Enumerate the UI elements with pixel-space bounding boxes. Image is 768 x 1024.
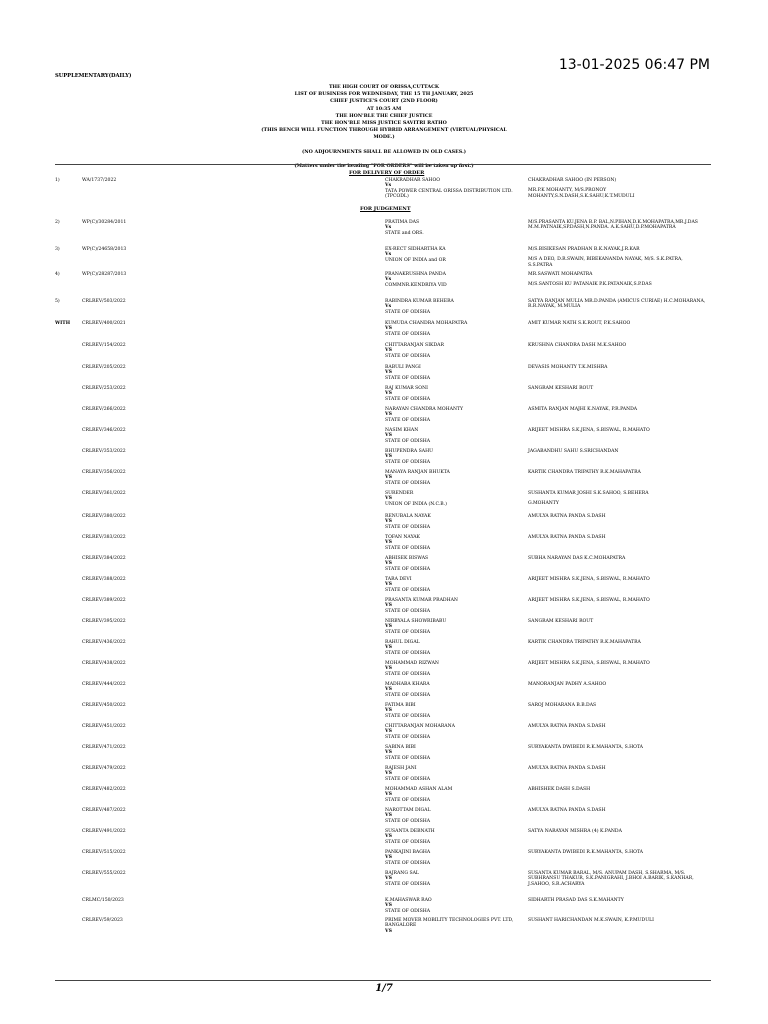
parties [385,787,520,803]
petitioner-advocate: ARIJEET MISHRA S.K.JENA, S.BISWAL, R.MAHATO [528,428,650,433]
parties [385,829,520,845]
respondent-name: UNION OF INDIA (N.C.B.) [385,501,447,507]
versus-label: VS [385,582,392,588]
petitioner-advocate: KARTIK CHANDRA TRIPATHY R.K.MAHAPATRA [528,470,641,475]
court-name: THE HIGH COURT OF ORISSA,CUTTACK [328,84,440,90]
parties [385,808,520,824]
petitioner-name: SUSANTA DEBNATH [385,829,435,834]
advocates [528,898,708,903]
petitioner-name: NIRBYALA SHOWRIBABU [385,619,447,624]
print-timestamp: 13-01-2025 06:47 PM [558,57,710,73]
case-number: CRLREV/389/2022 [82,598,126,603]
respondent-name: STATE OF ODISHA [385,860,431,866]
versus-label: Vs [385,277,392,283]
advocates [528,640,708,645]
petitioner-name: NARAYAN CHANDRA MOHANTY [385,407,464,412]
petitioner-advocate: SATYA RANJAN MULIA MR.D.PANDA (AMICUS CURIAE) H.C.MOHARANA, R.R.NAYAK, M.MULIA [528,299,706,310]
advocates [528,808,708,813]
serial-number: 4) [55,272,60,277]
petitioner-name: FATIMA BIBI [385,703,416,708]
petitioner-advocate: M/S.BISIKESAN PRADHAN B.K.NAYAK,J.R.KAR [528,247,640,252]
versus-label: VS [385,370,392,376]
petitioner-name: KUMUDA CHANDRA MOHAPATRA [385,321,468,326]
advocates [528,449,708,454]
petitioner-name: PRANAKRUSHNA PANDA [385,272,446,277]
petitioner-advocate: DEVASIS MOHANTY T.K.MISHRA [528,365,608,370]
advocates [528,428,708,433]
petitioner-name: PANKAJINI BAGHA [385,850,431,855]
advocates [528,682,708,687]
case-number: CRLREV/266/2022 [82,407,126,412]
parties [385,766,520,782]
petitioner-advocate: JAGABANDHU SAHU S.SRICHANDAN [528,449,619,454]
case-number: CRLREV/346/2022 [82,428,126,433]
parties [385,247,520,263]
respondent-name: STATE OF ODISHA [385,331,431,337]
respondent-name: STATE OF ODISHA [385,545,431,551]
versus-label: VS [385,433,392,439]
versus-label: VS [385,454,392,460]
case-number: CRLREV/395/2022 [82,619,126,624]
advocates [528,272,708,288]
petitioner-advocate: KARTIK CHANDRA TRIPATHY R.K.MAHAPATRA [528,640,641,645]
respondent-name: STATE OF ODISHA [385,566,431,572]
versus-label: VS [385,561,392,567]
advocates [528,787,708,792]
petitioner-advocate: SAROJ MOHARANA B.B.DAS [528,703,597,708]
parties [385,178,520,199]
adjournment-notice: (NO ADJOURNMENTS SHALL BE ALLOWED IN OLD CASES.) [301,148,467,155]
petitioner-advocate: SIDHARTH PRASAD DAS S.K.MAHANTY [528,898,624,903]
serial-number: 5) [55,299,60,304]
respondent-name: TATA POWER CENTRAL ORISSA DISTRIBUTION LTD. (TPCODL) [385,188,513,199]
parties [385,470,520,486]
respondent-name: STATE OF ODISHA [385,692,431,698]
case-number: CRLREV/438/2022 [82,661,126,666]
versus-label: Vs [385,304,392,310]
respondent-name: STATE OF ODISHA [385,375,431,381]
petitioner-advocate: MR.SASWATI MOHAPATRA [528,272,593,277]
versus-label: VS [385,475,392,481]
versus-label: VS [385,540,392,546]
sitting-time: AT 10:35 AM [366,105,402,112]
respondent-name: STATE OF ODISHA [385,908,431,914]
versus-label: Vs [385,225,392,231]
respondent-name: STATE OF ODISHA [385,839,431,845]
orders-notice: (Matters under the heading "FOR ORDERS" will be taken up first.) [294,162,474,169]
cause-list-header [250,84,518,170]
respondent-name: STATE OF ODISHA [385,734,431,740]
advocates [528,491,708,507]
versus-label: VS [385,792,392,798]
case-number: CRLREV/451/2022 [82,724,126,729]
versus-label: VS [385,624,392,630]
respondent-name: STATE OF ODISHA [385,587,431,593]
parties [385,577,520,593]
petitioner-advocate: AMULYA RATNA PANDA S.DASH [528,514,606,519]
versus-label: VS [385,496,392,502]
petitioner-advocate: SURYAKANTA DWIBEDI R.K.MAHANTA, S.HOTA [528,745,643,750]
advocates [528,299,708,310]
respondent-name: STATE OF ODISHA [385,650,431,656]
case-number: CRLMC/150/2023 [82,898,124,903]
petitioner-name: RAJ KUMAR SONI [385,386,428,391]
petitioner-name: SABINA BIBI [385,745,416,750]
advocates [528,178,708,199]
respondent-advocate: M/S A DEO, D.R.SWAIN, BIBEKANANDA NAYAK, M/S. S.K.PATRA, S.S.PATRA [528,257,683,268]
case-number: CRLREV/482/2022 [82,787,126,792]
case-number: WP(C)/24658/2013 [82,247,127,252]
versus-label: VS [385,391,392,397]
advocates [528,386,708,391]
versus-label: VS [385,645,392,651]
advocates [528,871,708,887]
versus-label: VS [385,708,392,714]
advocates [528,598,708,603]
advocates [528,577,708,582]
versus-label: Vs [385,252,392,258]
petitioner-name: ABHISEK BISWAS [385,556,429,561]
respondent-name: STATE OF ODISHA [385,480,431,486]
case-number: CRLREV/353/2022 [82,449,126,454]
advocates [528,247,708,268]
case-number: CRLREV/383/2022 [82,535,126,540]
versus-label: VS [385,750,392,756]
parties [385,220,520,236]
header-divider [55,164,711,165]
petitioner-name: EX-RECT SIDHARTHA KA [385,247,446,252]
respondent-advocate: MR.P.K MOHANTY, M/S.PRONOY MOHANTY,S.N.DASH,S.K.SAHU,K.T.MUDULI [528,188,635,199]
petitioner-name: MANAYA RANJAN BHUKTA [385,470,450,475]
petitioner-advocate: AMULYA RATNA PANDA S.DASH [528,535,606,540]
case-number: CRLREV/253/2022 [82,386,126,391]
case-number: CRLREV/205/2022 [82,365,126,370]
case-number: CRLREV/479/2022 [82,766,126,771]
respondent-name: STATE OF ODISHA [385,608,431,614]
petitioner-name: RAJESH JANI [385,766,417,771]
petitioner-name: PRASANTA KUMAR PRADHAN [385,598,458,603]
petitioner-advocate: SUBHA NARAYAN DAS K.C.MOHAPATRA [528,556,626,561]
petitioner-name: NAROTTAM DIGAL [385,808,431,813]
case-number: CRLREV/388/2022 [82,577,126,582]
parties [385,272,520,288]
parties [385,918,520,934]
versus-label: VS [385,834,392,840]
petitioner-advocate: ARIJEET MISHRA S.K.JENA, S.BISWAL, R.MAHATO [528,661,650,666]
advocates [528,470,708,475]
versus-label: VS [385,326,392,332]
hybrid-notice: (THIS BENCH WILL FUNCTION THROUGH HYBRID ARRANGEMENT (VIRTUAL/PHYSICAL MODE.) [261,127,507,141]
advocates [528,535,708,540]
petitioner-advocate: CHAKRADHAR SAHOO (IN PERSON) [528,178,617,183]
parties [385,556,520,572]
versus-label: VS [385,855,392,861]
case-number: CRLREV/471/2022 [82,745,126,750]
petitioner-advocate: ARIJEET MISHRA S.K.JENA, S.BISWAL, R.MAHATO [528,598,650,603]
parties [385,386,520,402]
versus-label: Vs [385,183,392,189]
petitioner-name: PRATIMA DAS [385,220,420,225]
advocates [528,514,708,519]
petitioner-advocate: AMULYA RATNA PANDA S.DASH [528,766,606,771]
petitioner-advocate: SUSHANT HARICHANDAN M.K.SWAIN, K.P.MUDULI [528,918,654,923]
judge-1: THE HON'BLE THE CHIEF JUSTICE [335,112,433,119]
respondent-name: STATE OF ODISHA [385,459,431,465]
petitioner-advocate: AMULYA RATNA PANDA S.DASH [528,808,606,813]
petitioner-name: TOFAN NAYAK [385,535,420,540]
case-number: CRLREV/59/2023 [82,918,123,923]
versus-label: VS [385,519,392,525]
advocates [528,724,708,729]
petitioner-name: BAJRANG SAL [385,871,419,876]
parties [385,745,520,761]
versus-label: VS [385,412,392,418]
judge-2: THE HON'BLE MISS JUSTICE SAVITRI RATHO [321,120,447,127]
respondent-name: STATE OF ODISHA [385,671,431,677]
versus-label: VS [385,876,392,882]
parties [385,724,520,740]
petitioner-name: MOHAMMAD RIZWAN [385,661,439,666]
respondent-name: UNION OF INDIA and OR [385,257,446,263]
respondent-name: STATE OF ODISHA [385,755,431,761]
respondent-name: STATE OF ODISHA [385,417,431,423]
footer-divider [55,980,711,981]
versus-label: VS [385,928,392,934]
case-number: CRLREV/154/2022 [82,343,126,348]
case-number: CRLREV/444/2022 [82,682,126,687]
advocates [528,556,708,561]
case-number: CRLREV/450/2022 [82,703,126,708]
respondent-name: STATE OF ODISHA [385,438,431,444]
parties [385,491,520,507]
versus-label: VS [385,603,392,609]
respondent-name: STATE OF ODISHA [385,818,431,824]
petitioner-advocate: SUSHANTA KUMAR JOSHI S.K.SAHOO, S.BEHERA [528,491,649,496]
petitioner-name: TARA DEVI [385,577,412,582]
page-number: 1/7 [375,983,393,994]
advocates [528,766,708,771]
respondent-name: STATE OF ODISHA [385,353,431,359]
petitioner-name: BHUPENDRA SAHU [385,449,433,454]
serial-number: 3) [55,247,60,252]
parties [385,871,520,887]
case-number: CRLREV/380/2022 [82,514,126,519]
advocates [528,829,708,834]
petitioner-advocate: ABHISHEK DASH S.DASH [528,787,591,792]
petitioner-advocate: MANORANJAN PADHY A.SAHOO [528,682,607,687]
advocates [528,850,708,855]
case-number: CRLREV/400/2021 [82,321,126,326]
petitioner-advocate: KRUSHNA CHANDRA DASH M.K.SAHOO [528,343,627,348]
list-type-label: SUPPLEMENTARY(DAILY) [55,73,132,79]
respondent-name: STATE OF ODISHA [385,776,431,782]
parties [385,703,520,719]
petitioner-name: MOHAMMAD ASHAN ALAM [385,787,453,792]
versus-label: VS [385,348,392,354]
parties [385,850,520,866]
parties [385,898,520,914]
parties [385,598,520,614]
parties [385,365,520,381]
respondent-name: STATE OF ODISHA [385,524,431,530]
versus-label: VS [385,771,392,777]
case-number: WP(C)/28287/2013 [82,272,127,277]
case-number: CRLREV/555/2022 [82,871,126,876]
section-delivery-of-order: FOR DELIVERY OF ORDER [349,170,425,176]
case-number: CRLREV/436/2022 [82,640,126,645]
advocates [528,220,708,231]
petitioner-name: RABINDRA KUMAR BEHERA [385,299,454,304]
respondent-name: STATE and ORS. [385,230,424,236]
section-judgement: FOR JUDGEMENT [360,206,411,212]
parties [385,640,520,656]
advocates [528,745,708,750]
petitioner-advocate: SURYAKANTA DWIBEDI R.K.MAHANTA, S.HOTA [528,850,643,855]
advocates [528,703,708,708]
petitioner-name: CHITTARANJAN MOHARANA [385,724,455,729]
parties [385,682,520,698]
versus-label: VS [385,903,392,909]
case-number: CRLREV/503/2022 [82,299,126,304]
parties [385,514,520,530]
petitioner-name: RENUBALA NAYAK [385,514,431,519]
respondent-name: STATE OF ODISHA [385,629,431,635]
petitioner-name: K.MAHASWAR RAO [385,898,432,903]
respondent-name: STATE OF ODISHA [385,396,431,402]
respondent-name: STATE OF ODISHA [385,713,431,719]
petitioner-advocate: SATYA NARAYAN MISHRA (4) K.PANDA [528,829,622,834]
parties [385,299,520,315]
petitioner-advocate: SANGRAM KESHARI ROUT [528,619,594,624]
petitioner-advocate: SUSANTA KUMAR BARAL, M/S. ANUPAM DASH, S.SHARMA, M/S. SUBHRANSU THAKUR, S.K.PANIGRAHI, J.BHOI A.BARIK, S.KANHAR, J.SAHOO, S.R.ACHARYA [528,871,694,887]
petitioner-name: CHAKRADHAR SAHOO [385,178,440,183]
respondent-name: STATE OF ODISHA [385,309,431,315]
advocates [528,365,708,370]
parties [385,428,520,444]
advocates [528,661,708,666]
versus-label: VS [385,813,392,819]
petitioner-name: BABULI PANGI [385,365,421,370]
petitioner-name: NASIM KHAN [385,428,419,433]
parties [385,407,520,423]
petitioner-advocate: SANGRAM KESHARI ROUT [528,386,594,391]
parties [385,661,520,677]
serial-number: WITH [55,321,71,326]
petitioner-advocate: ARIJEET MISHRA S.K.JENA, S.BISWAL, R.MAHATO [528,577,650,582]
case-number: CRLREV/491/2022 [82,829,126,834]
petitioner-name: MADHABA KHARA [385,682,430,687]
case-number: WP(C)/30284/2011 [82,220,127,225]
respondent-name: STATE OF ODISHA [385,797,431,803]
parties [385,321,520,337]
case-number: CRLREV/356/2022 [82,470,126,475]
versus-label: VS [385,666,392,672]
respondent-name: COMMNR.KENDRIYA VID [385,282,447,288]
case-number: CRLREV/515/2022 [82,850,126,855]
respondent-advocate: G.MOHANTY [528,501,559,507]
advocates [528,343,708,348]
serial-number: 1) [55,178,60,183]
respondent-advocate: M/S.SANTOSH KU PATANAIK P.K.PATANAIK,S.P.DAS [528,282,652,288]
versus-label: VS [385,729,392,735]
parties [385,535,520,551]
versus-label: VS [385,687,392,693]
advocates [528,918,708,923]
list-date: LIST OF BUSINESS FOR WEDNESDAY, THE 15 TH JANUARY, 2025 [294,91,474,98]
petitioner-name: CHITTARANJAN SIKDAR [385,343,444,348]
case-number: WA/1737/2022 [82,178,117,183]
advocates [528,321,708,326]
petitioner-advocate: ASMITA RANJAN MAJHI K.NAYAK, P.R.PANDA [528,407,638,412]
parties [385,343,520,359]
case-number: CRLREV/487/2022 [82,808,126,813]
case-number: CRLREV/361/2022 [82,491,126,496]
case-number: CRLREV/384/2022 [82,556,126,561]
petitioner-advocate: AMULYA RATNA PANDA S.DASH [528,724,606,729]
court-room: CHIEF JUSTICE'S COURT (2ND FLOOR) [330,98,438,105]
petitioner-advocate: M/S.PRASANTA KU.JENA B.P. BAL,N.PIHAN,D.K.MOHAPATRA,MR.J.DAS M.M.PATNAIK,SP.DASH,N.PANDA. A.K.SAHU,D.P.MOHAPATRA [528,220,698,231]
petitioner-advocate: AMIT KUMAR NATH S.K.ROUT, P.K.SAHOO [528,321,631,326]
parties [385,449,520,465]
petitioner-name: SURENDER [385,491,414,496]
parties [385,619,520,635]
petitioner-name: PRIME MOVER MOBILITY TECHNOLOGIES PVT. LTD, BANGALORE [385,918,514,929]
advocates [528,619,708,624]
respondent-name: STATE OF ODISHA [385,881,431,887]
petitioner-name: RAHUL DIGAL [385,640,420,645]
advocates [528,407,708,412]
serial-number: 2) [55,220,60,225]
